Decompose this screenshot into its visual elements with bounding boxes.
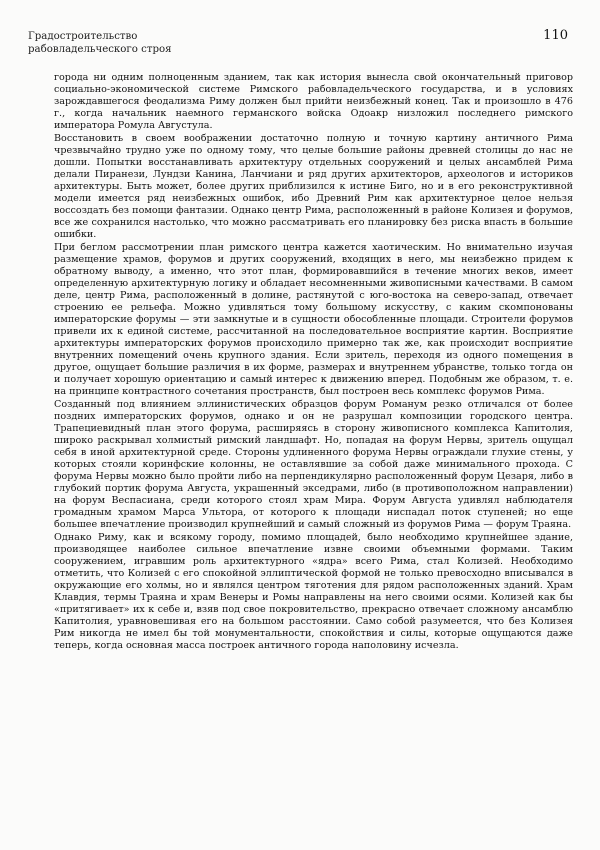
running-title-line1: Градостроительство	[28, 31, 138, 42]
running-title-line2: рабовладельческого строя	[28, 44, 172, 55]
paragraph-5: Однако Риму, как и всякому городу, помимо площадей, было необходимо крупнейшее здание, производящее наиболее сильное впечатление извне своими объемными формами. Таким сооружением, игравшим роль архитектурного «ядра» всего Рима, стал Колизей. Необходимо отметить, что Колизей с его спокойной эллиптической формой не только превосходно вписывался в окружающие его холмы, но и являлся центром тяготения для рядом расположенных зданий. Храм Клавдия, термы Траяна и храм Венеры и Ромы направлены на него своими осями. Колизей как бы «притягивает» их к себе и, взяв под свое покровительство, прекрасно отвечает сложному ансамблю Капитолия, уравновешивая его на большом расстоянии. Само собой разумеется, что без Колизея Рим никогда не имел бы той монументальности, спокойствия и силы, которые ощущаются даже теперь, когда основная масса построек античного города наполовину исчезла.	[54, 531, 573, 652]
running-head	[28, 30, 172, 56]
paragraph-4: Созданный под влиянием эллинистических образцов форум Романум резко отличался от более поздних императорских форумов, однако и он не разрушал композиции городского центра. Трапециевидный план этого форума, расширяясь в сторону живописного комплекса Капитолия, широко раскрывал холмистый римский ландшафт. Но, попадая на форум Нервы, зритель ощущал себя в иной архитектурной среде. Стороны удлиненного форума Нервы ограждали глухие стены, у которых стояли коринфские колонны, не оставлявшие за собой даже минимального прохода. С форума Нервы можно было пройти либо на перпендикулярно расположенный форум Цезаря, либо в глубокий портик форума Августа, украшенный экседрами, либо (в противоположном направлении) на форум Веспасиана, среди которого стоял храм Мира. Форум Августа удивлял наблюдателя громадным храмом Марса Ультора, от которого к площади ниспадал поток ступеней; но еще большее впечатление производил крупнейший и самый сложный из форумов Рима — форум Траяна.	[54, 398, 573, 531]
paragraph-2: Восстановить в своем воображении достаточно полную и точную картину античного Рима чрезвычайно трудно уже по одному тому, что целые большие районы древней столицы до нас не дошли. Попытки восстанавливать архитектуру отдельных сооружений и целых ансамблей Рима делали Пиранези, Лундзи Канина, Ланчиани и ряд других архитекторов, археологов и историков архитектуры. Быть может, более других приблизился к истине Биго, но и в его реконструктивной модели имеется ряд неизбежных ошибок, ибо Древний Рим как архитектурное целое нельзя воссоздать без помощи фантазии. Однако центр Рима, расположенный в районе Колизея и форумов, все же сохранился настолько, что можно рассматривать его планировку без риска впасть в большие ошибки.	[54, 132, 573, 241]
paragraph-1: города ни одним полноценным зданием, так как история вынесла свой окончательный приговор социально-экономической системе Римского рабовладельческого государства, и в условиях зарождавшегося феодализма Риму должен был прийти неизбежный конец. Так и произошло в 476 г., когда начальник наемного германского войска Одоакр низложил последнего римского императора Ромула Августула.	[54, 72, 573, 132]
paragraph-3: При беглом рассмотрении план римского центра кажется хаотическим. Но внимательно изучая размещение храмов, форумов и других сооружений, входящих в него, мы неизбежно придем к обратному выводу, а именно, что этот план, формировавшийся в течение многих веков, имеет определенную архитектурную логику и обладает несомненными живописными качествами. В самом деле, центр Рима, расположенный в долине, растянутой с юго-востока на северо-запад, отвечает строению ее рельефа. Можно удивляться тому большому искусству, с каким скомпонованы императорские форумы — эти замкнутые и в сущности обособленные площади. Строители форумов привели их к единой системе, рассчитанной на последовательное восприятие картин. Восприятие архитектуры императорских форумов происходило примерно так же, как происходит восприятие внутренних помещений очень крупного здания. Если зритель, переходя из одного помещения в другое, ощущает большие различия в их форме, размерах и внутреннем убранстве, только тогда он и получает хорошую ориентацию и самый интерес к движению вперед. Подобным же образом, т. е. на принципе контрастного сочетания пространств, был построен весь комплекс форумов Рима.	[54, 241, 573, 398]
page-number: 110	[543, 28, 568, 43]
body-text	[54, 72, 573, 653]
